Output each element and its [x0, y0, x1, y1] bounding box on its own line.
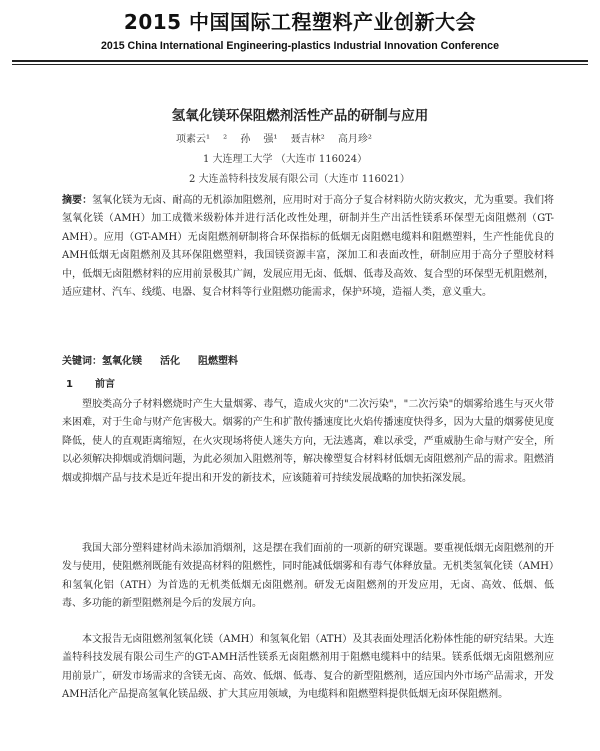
- keywords: [62, 352, 554, 367]
- keyword-2: 活化: [160, 356, 180, 367]
- body-paragraph-2: 我国大部分塑料建材尚未添加消烟剂，这是摆在我们面前的一项新的研究课题。要重视低烟无卤阻燃剂的开发与使用，使阻燃剂既能有效提高材料的阻燃性，同时能减低烟雾和有毒气体释放量。无机类氢氧化镁（AMH）和氢氧化铝（ATH）为首选的无机类低烟无卤阻燃剂。研发无卤阻燃剂的开发应用，无卤、高效、低烟、低毒、多功能的新型阻燃剂是今后的发展方向。: [62, 543, 554, 610]
- header-rule-thin: [12, 64, 588, 65]
- keyword-1: 氢氧化镁: [102, 356, 142, 367]
- affiliation-2: 2 大连盖特科技发展有限公司（大连市 116021）: [189, 174, 410, 185]
- abstract: [62, 192, 554, 302]
- abstract-text: 氢氧化镁为无卤、耐高的无机添加阻燃剂，应用时对于高分子复合材料防火防灾救灾，尤为重要。我们将氢氧化镁（AMH）加工成微米级粉体并进行活化改性处理，研制并生产出活性镁系环保型无卤阻燃剂（GT-AMH）。应用（GT-AMH）无卤阻燃剂研制将合环保指标的低烟无卤阻燃电缆料和阻燃塑料，生产性能优良的AMH低烟无卤阻燃剂及其环保阻燃塑料，我国镁资源丰富，深加工和表面改性，研制应用于高分子塑胶材料中，低烟无卤阻燃材料的应用前景极其广阔，发展应用无卤、低烟、低毒及高效、复合型的环保型无机阻燃剂，适应建材、汽车、线缆、电器、复合材料等行业阻燃功能需求，保护环境，造福人类，意义重大。: [62, 195, 554, 299]
- conference-title-english: 2015 China International Engineering-plastics Industrial Innovation Conference: [101, 40, 499, 52]
- affiliation-1: 1 大连理工大学 （大连市 116024）: [203, 154, 368, 165]
- paper-title: 氢氧化镁环保阻燃剂活性产品的研制与应用: [171, 108, 429, 124]
- body-paragraph-3: 本文报告无卤阻燃剂氢氧化镁（AMH）和氢氧化铝（ATH）及其表面处理活化粉体性能的研究结果。大连盖特科技发展有限公司生产的GT-AMH活性镁系无卤阻燃剂用于阻燃电缆料中的结果。镁系低烟无卤阻燃剂应用前景广，研发市场需求的含镁无卤、高效、低烟、低毒、复合的新型阻燃剂，适应国内外市场产品需求，开发AMH活化产品提高氢氧化镁品级、扩大其应用领域，为电缆料和阻燃塑料提供低烟无卤环保阻燃剂。: [62, 634, 554, 701]
- keywords-label: 关键词：: [62, 356, 102, 367]
- keyword-3: 阻燃塑料: [198, 356, 238, 367]
- conference-title-chinese: 2015 中国国际工程塑料产业创新大会: [123, 10, 477, 34]
- header-rule-thick: [12, 60, 588, 62]
- section-number: 1: [66, 379, 73, 390]
- section-title: 前言: [94, 379, 115, 390]
- abstract-label: 摘要：: [62, 195, 93, 206]
- body-paragraph-1: 塑胶类高分子材料燃烧时产生大量烟雾、毒气，造成火灾的"二次污染"，"二次污染"的烟雾给逃生与灭火带来困难，对于生命与财产危害极大。烟雾的产生和扩散传播速度比火焰传播速度快得多，因为大量的烟雾使见度降低，使人的直观距离缩短，在火灾现场将使人迷失方向，无法逃离，难以承受，严重威胁生命与财产安全，所以必须解决抑烟或消烟问题，为此必须加入阻燃剂等，解决橡塑复合材料材低烟无卤阻燃剂产品的需求。阻燃消烟或抑烟产品与技术是近年提出和开发的新技术，应该随着可持续发展战略的加快拓深发展。: [62, 399, 554, 484]
- section-heading-introduction: [66, 375, 115, 390]
- paper-authors: 项素云¹ ² 孙 强¹ 聂吉林² 高月珍²: [176, 134, 372, 145]
